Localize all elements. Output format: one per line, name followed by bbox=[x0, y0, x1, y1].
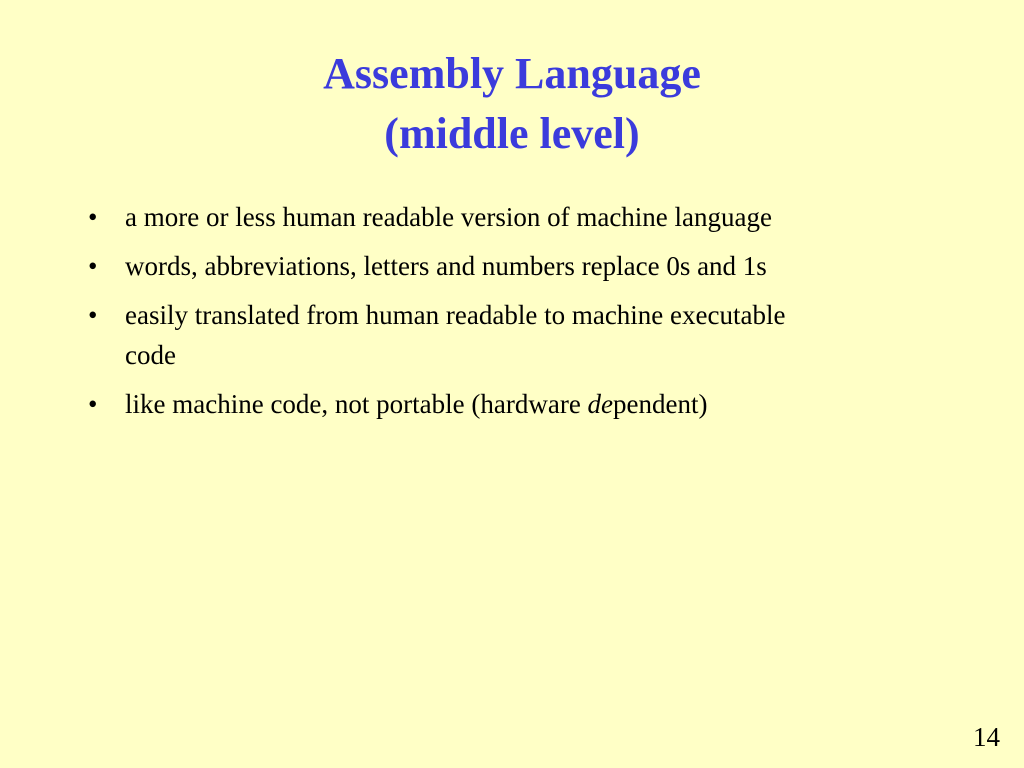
title-line-1: Assembly Language bbox=[323, 49, 701, 98]
bullet-marker: • bbox=[88, 389, 98, 419]
bullet-text: a more or less human readable version of machine language bbox=[125, 202, 772, 232]
slide-title bbox=[0, 44, 1024, 164]
bullet-marker: • bbox=[88, 300, 98, 330]
bullet-text: words, abbreviations, letters and numbers replace 0s and 1s bbox=[125, 251, 767, 281]
bullet-list bbox=[88, 197, 958, 433]
bullet-text: easily translated from human readable to machine executable code bbox=[125, 300, 786, 370]
bullet-text-italic: de bbox=[587, 389, 614, 419]
bullet-text bbox=[125, 389, 708, 419]
bullet-item-2 bbox=[88, 246, 958, 286]
bullet-item-4 bbox=[88, 384, 958, 424]
bullet-text-after: pendent) bbox=[613, 389, 708, 419]
title-line-2: (middle level) bbox=[384, 109, 640, 158]
page-number: 14 bbox=[973, 722, 1000, 752]
bullet-text-before: like machine code, not portable (hardware bbox=[125, 389, 588, 419]
bullet-item-3 bbox=[88, 295, 958, 375]
bullet-item-1 bbox=[88, 197, 958, 237]
bullet-marker: • bbox=[88, 251, 98, 281]
bullet-marker: • bbox=[88, 202, 98, 232]
